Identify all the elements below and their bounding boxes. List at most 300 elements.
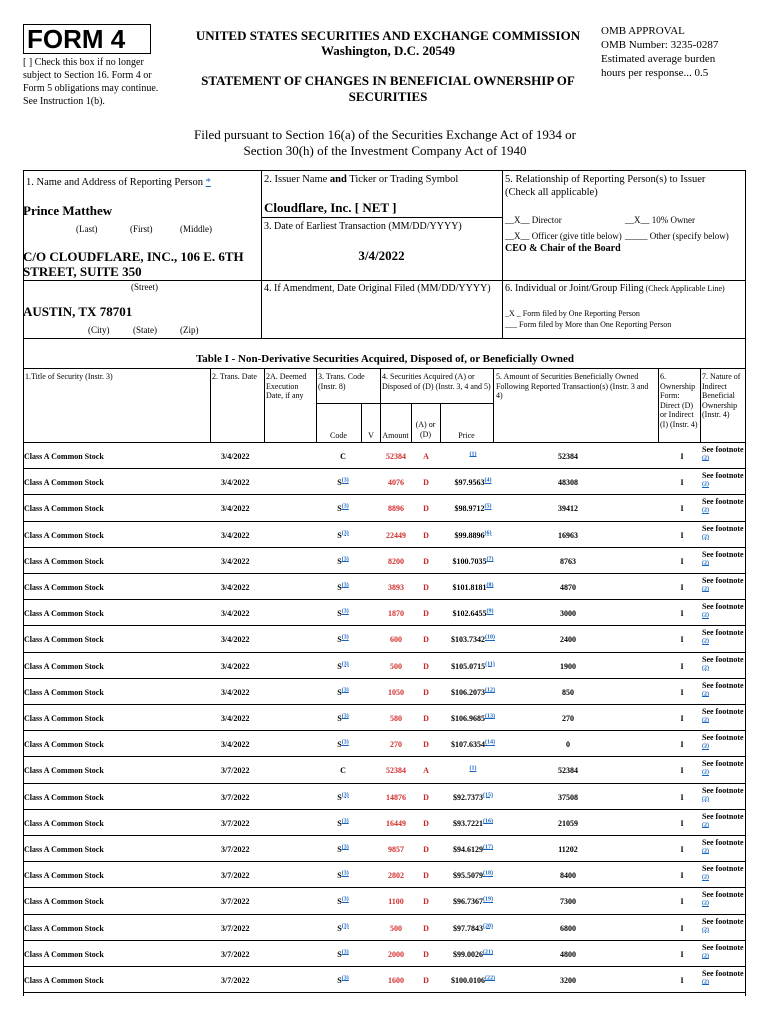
- footnote-link[interactable]: (14): [485, 739, 495, 746]
- amount-owned: 52384: [558, 452, 578, 461]
- footnote-link[interactable]: (2): [702, 900, 709, 907]
- transaction-date: 3/7/2022: [221, 818, 250, 828]
- footnote-link[interactable]: (2): [702, 822, 709, 829]
- price-value: $92.7373: [453, 792, 483, 802]
- asterisk-footnote-link[interactable]: *: [205, 177, 211, 188]
- amount: 16449: [386, 818, 406, 828]
- box2-label-pre: 2. Issuer Name: [264, 174, 330, 185]
- price-value: $96.7367: [453, 897, 483, 907]
- transaction-code: [330, 635, 356, 644]
- nature-of-ownership: [702, 889, 745, 911]
- multiple-person-check[interactable]: ___ Form filed by More than One Reporting Person: [505, 320, 672, 329]
- transaction-code: [330, 845, 356, 854]
- ownership-form: I: [680, 871, 684, 881]
- grid-line: [23, 368, 745, 369]
- footnote-link[interactable]: (2): [702, 926, 709, 933]
- ownership-form: I: [680, 530, 684, 540]
- ownership-form: I: [680, 818, 684, 828]
- footnote-link[interactable]: (3): [341, 477, 349, 484]
- amount: 1600: [388, 976, 404, 985]
- amount: 52384: [386, 766, 406, 776]
- transaction-date: 3/7/2022: [221, 923, 250, 933]
- price-value: $99.0026: [453, 949, 483, 959]
- amount: 3893: [388, 583, 404, 592]
- security-title: Class A Common Stock: [24, 949, 104, 959]
- footnote-link[interactable]: (2): [702, 455, 709, 462]
- col-deemed-header: 2A. Deemed Execution Date, if any: [266, 372, 307, 400]
- security-title: Class A Common Stock: [24, 583, 104, 592]
- sub-amount-header: Amount: [382, 431, 409, 440]
- table-row: [23, 888, 745, 914]
- amount-owned: 4800: [560, 949, 576, 959]
- footnote-link[interactable]: (10): [485, 634, 495, 641]
- footnote-link[interactable]: (3): [341, 556, 349, 563]
- table-row: [23, 443, 745, 469]
- security-title: Class A Common Stock: [24, 923, 104, 933]
- acquired-disposed: D: [423, 923, 429, 933]
- amount: 500: [390, 923, 402, 933]
- code-value: S: [337, 583, 342, 592]
- price: [443, 609, 503, 618]
- price: [443, 583, 503, 592]
- code-value: S: [337, 661, 342, 671]
- price-value: $103.7342: [451, 635, 485, 645]
- grid-line: [316, 403, 493, 404]
- acquired-disposed: A: [423, 766, 429, 776]
- code-value: S: [337, 504, 342, 514]
- transaction-date: 3/7/2022: [221, 976, 250, 985]
- amount: 22449: [386, 530, 406, 540]
- acquired-disposed: D: [423, 949, 429, 959]
- footnote-link[interactable]: (2): [702, 717, 709, 724]
- nature-text: See footnote: [702, 811, 744, 821]
- acquired-disposed: D: [423, 871, 429, 881]
- transaction-date: 3/7/2022: [221, 845, 250, 854]
- ownership-form: I: [680, 792, 684, 802]
- nature-text: See footnote: [702, 549, 744, 559]
- security-title: Class A Common Stock: [24, 818, 104, 828]
- sub-code-header: Code: [330, 431, 347, 440]
- nature-text: See footnote: [702, 890, 744, 900]
- footnote-link[interactable]: (3): [341, 975, 349, 982]
- transaction-code: [330, 662, 356, 671]
- transaction-date: 3/4/2022: [221, 740, 250, 750]
- acquired-disposed: D: [423, 818, 429, 828]
- director-check[interactable]: __X__ Director: [505, 215, 562, 225]
- price-value: $99.8896: [454, 530, 485, 540]
- security-title: Class A Common Stock: [24, 478, 104, 488]
- footnote-link[interactable]: (3): [341, 791, 349, 798]
- grid-line: [23, 992, 745, 993]
- amount: 14876: [386, 792, 406, 802]
- footnote-link[interactable]: (19): [483, 896, 493, 903]
- grid-line: [502, 170, 503, 338]
- footnote-link[interactable]: (7): [486, 556, 494, 563]
- code-value: S: [337, 635, 342, 645]
- code-value: S: [337, 792, 342, 802]
- footnote-link[interactable]: (3): [341, 922, 349, 929]
- price: [443, 635, 503, 644]
- transaction-date: 3/7/2022: [221, 897, 250, 907]
- transaction-date: 3/4/2022: [221, 530, 250, 540]
- code-value: S: [337, 740, 342, 750]
- footnote-link[interactable]: (2): [702, 874, 709, 881]
- table-row: [23, 967, 745, 993]
- footnote-link[interactable]: (20): [483, 922, 493, 929]
- security-title: Class A Common Stock: [24, 766, 104, 776]
- transaction-date: 3/7/2022: [221, 871, 250, 881]
- footnote-link[interactable]: (2): [702, 612, 709, 619]
- security-title: Class A Common Stock: [24, 504, 104, 514]
- nature-text: See footnote: [702, 602, 744, 612]
- footnote-link[interactable]: (16): [483, 818, 493, 825]
- amount-owned: 7300: [560, 897, 576, 907]
- box2-label-bold: and: [329, 174, 347, 185]
- section16-checkbox-text[interactable]: [ ] Check this box if no longer subject to Section 16. Form 4 or Form 5 obligations may continue. See Instruction 1(b).: [23, 57, 159, 107]
- footnote-link[interactable]: (4): [484, 477, 492, 484]
- price-value: $95.5079: [453, 871, 483, 881]
- code-value: S: [337, 687, 342, 697]
- statement-title: [178, 73, 598, 105]
- nature-text: See footnote: [702, 969, 744, 978]
- footnote-link[interactable]: (2): [702, 560, 709, 567]
- footnote-link[interactable]: (2): [702, 481, 709, 488]
- col-nature-header: 7. Nature of Indirect Beneficial Ownership (Instr. 4): [702, 372, 741, 419]
- box4-label: 4. If Amendment, Date Original Filed (MM/DD/YYYY): [264, 283, 491, 294]
- agency-line2: Washington, D.C. 20549: [321, 43, 455, 58]
- table-row: [23, 705, 745, 731]
- table-row: [23, 600, 745, 626]
- transaction-date: 3/4/2022: [221, 452, 250, 461]
- price-value: $105.0715: [451, 661, 486, 671]
- footnote-link[interactable]: (12): [485, 687, 495, 694]
- box6-label-small: (Check Applicable Line): [643, 284, 725, 293]
- code-value: S: [337, 530, 342, 540]
- nature-text: See footnote: [702, 785, 744, 795]
- footnote-link[interactable]: (2): [702, 795, 709, 802]
- price-value: $100.7035: [452, 556, 487, 566]
- footnote-link[interactable]: (21): [483, 949, 493, 956]
- amount-owned: 850: [562, 687, 574, 697]
- transaction-date: 3/4/2022: [221, 556, 250, 566]
- transaction-date: 3/4/2022: [221, 714, 250, 723]
- acquired-disposed: D: [423, 504, 429, 514]
- nature-of-ownership: [702, 575, 745, 597]
- transaction-code: [330, 871, 356, 880]
- col-title-header: 1.Title of Security (Instr. 3): [25, 372, 113, 381]
- nature-text: See footnote: [702, 523, 744, 533]
- agency-name: [178, 28, 598, 58]
- zip-label: (Zip): [180, 325, 199, 335]
- table-row: [23, 548, 745, 574]
- footnote-link[interactable]: (1): [469, 451, 477, 458]
- amount-owned: 52384: [558, 766, 578, 776]
- first-label: (First): [130, 224, 153, 234]
- nature-text: See footnote: [702, 838, 744, 847]
- transaction-code: [330, 924, 356, 933]
- one-person-check[interactable]: _X _ Form filed by One Reporting Person: [505, 309, 640, 318]
- footnote-link[interactable]: (13): [485, 713, 495, 720]
- price: [443, 714, 503, 723]
- footnote-link[interactable]: (3): [341, 634, 349, 641]
- acquired-disposed: D: [423, 609, 429, 619]
- footnote-link[interactable]: (3): [341, 687, 349, 694]
- issuer-name: Cloudflare, Inc. [ NET ]: [264, 200, 397, 215]
- nature-of-ownership: [702, 470, 745, 492]
- footnote-link[interactable]: (3): [341, 739, 349, 746]
- nature-text: See footnote: [702, 497, 744, 507]
- amount-owned: 37508: [558, 792, 578, 802]
- price-value: $97.7843: [453, 923, 483, 933]
- grid-line: [23, 170, 745, 171]
- table-row: [23, 522, 745, 548]
- acquired-disposed: D: [423, 740, 429, 750]
- amount-owned: 48308: [558, 478, 578, 488]
- ownership-form: I: [680, 661, 684, 671]
- amount: 1050: [388, 687, 404, 697]
- ownership-form: I: [680, 976, 684, 985]
- amount: 270: [390, 740, 402, 750]
- price-value: $97.9563: [454, 478, 485, 488]
- price: [443, 819, 503, 828]
- footnote-link[interactable]: (2): [702, 769, 709, 776]
- amount: 52384: [386, 452, 406, 461]
- nature-of-ownership: [702, 758, 745, 780]
- price: [443, 766, 503, 775]
- transaction-date: 3/7/2022: [221, 949, 250, 959]
- nature-of-ownership: [702, 680, 745, 702]
- footnote-link[interactable]: (22): [485, 975, 495, 982]
- ownership-form: I: [680, 478, 684, 488]
- footnote-link[interactable]: (3): [341, 949, 349, 956]
- earliest-transaction-date: 3/4/2022: [358, 248, 405, 263]
- amount: 1870: [388, 609, 404, 619]
- price: [443, 924, 503, 933]
- code-value: S: [337, 609, 342, 619]
- footnote-link[interactable]: (2): [702, 743, 709, 750]
- code-value: S: [337, 478, 342, 488]
- footnote-link[interactable]: (3): [341, 529, 349, 536]
- security-title: Class A Common Stock: [24, 871, 104, 881]
- price-value: $107.6354: [451, 740, 485, 750]
- price: [443, 897, 503, 906]
- price: [443, 950, 503, 959]
- ownership-form: I: [680, 504, 684, 514]
- amount-owned: 3000: [560, 609, 576, 619]
- transaction-code: [330, 557, 356, 566]
- amount-owned: 6800: [560, 923, 576, 933]
- acquired-disposed: D: [423, 845, 429, 854]
- amount-owned: 8763: [560, 556, 576, 566]
- transaction-date: 3/4/2022: [221, 661, 250, 671]
- grid-line: [745, 170, 746, 338]
- table-row: [23, 574, 745, 600]
- nature-text: See footnote: [702, 733, 744, 743]
- footnote-link[interactable]: (9): [486, 608, 494, 615]
- amount: 600: [390, 635, 402, 645]
- footnote-link[interactable]: (2): [702, 533, 709, 540]
- acquired-disposed: D: [423, 976, 429, 985]
- amount-owned: 4870: [560, 583, 576, 592]
- acquired-disposed: D: [423, 556, 429, 566]
- footnote-link[interactable]: (2): [702, 507, 709, 514]
- grid-line: [493, 368, 494, 442]
- transaction-code: [330, 504, 356, 513]
- col-ownership-form-header: 6. Ownership Form: Direct (D) or Indirect (I) (Instr. 4): [660, 372, 698, 429]
- amount-owned: 21059: [558, 818, 578, 828]
- nature-text: See footnote: [702, 942, 744, 952]
- state-label: (State): [133, 325, 157, 335]
- price-value: $100.0106: [451, 976, 485, 985]
- officer-check[interactable]: __X__ Officer (give title below): [505, 231, 622, 241]
- footnote-link[interactable]: (8): [486, 582, 494, 589]
- amount: 2000: [388, 949, 404, 959]
- footnote-link[interactable]: (2): [702, 586, 709, 593]
- price: [443, 452, 503, 461]
- acquired-disposed: D: [423, 583, 429, 592]
- footnote-link[interactable]: (18): [483, 870, 493, 877]
- table-row: [23, 495, 745, 521]
- nature-of-ownership: [702, 549, 745, 571]
- transaction-code: [330, 478, 356, 487]
- acquired-disposed: A: [423, 452, 429, 461]
- price: [443, 688, 503, 697]
- transaction-code: [330, 714, 356, 723]
- nature-of-ownership: [702, 837, 745, 859]
- footnote-link[interactable]: (17): [483, 844, 493, 851]
- ownership-form: I: [680, 609, 684, 619]
- footnote-link[interactable]: (15): [483, 791, 493, 798]
- nature-of-ownership: [702, 785, 745, 807]
- acquired-disposed: D: [423, 897, 429, 907]
- ownership-form: I: [680, 740, 684, 750]
- table-row: [23, 915, 745, 941]
- price: [443, 557, 503, 566]
- footnote-link[interactable]: (2): [702, 848, 709, 855]
- amount-owned: 2400: [560, 635, 576, 645]
- code-value: S: [337, 949, 342, 959]
- box6-label-text: 6. Individual or Joint/Group Filing: [505, 283, 644, 294]
- transaction-code: [330, 688, 356, 697]
- box5-label2: (Check all applicable): [505, 187, 598, 198]
- nature-of-ownership: [702, 627, 745, 649]
- code-value: S: [337, 871, 342, 881]
- middle-label: (Middle): [180, 224, 212, 234]
- nature-of-ownership: [702, 706, 745, 728]
- nature-of-ownership: [702, 863, 745, 885]
- omb-line1: OMB APPROVAL: [601, 25, 685, 37]
- price: [443, 976, 503, 985]
- footnote-link[interactable]: (3): [341, 818, 349, 825]
- omb-approval: [601, 24, 761, 80]
- other-check[interactable]: _____ Other (specify below): [625, 231, 729, 241]
- price: [443, 504, 503, 513]
- table1-title: Table I - Non-Derivative Securities Acquired, Disposed of, or Beneficially Owned: [195, 353, 575, 365]
- omb-line2: OMB Number: 3235-0287: [601, 39, 719, 51]
- price: [443, 740, 503, 749]
- col-securities-header: 4. Securities Acquired (A) or Disposed of (D) (Instr. 3, 4 and 5): [382, 372, 491, 391]
- price: [443, 531, 503, 540]
- footnote-link[interactable]: (3): [341, 503, 349, 510]
- footnote-link[interactable]: (3): [341, 870, 349, 877]
- footnote-link[interactable]: (1): [469, 765, 477, 772]
- grid-line: [23, 280, 745, 281]
- table-row: [23, 731, 745, 757]
- footnote-link[interactable]: (3): [341, 896, 349, 903]
- footnote-link[interactable]: (2): [702, 664, 709, 671]
- transaction-code: [330, 819, 356, 828]
- security-title: Class A Common Stock: [24, 976, 104, 985]
- transaction-date: 3/4/2022: [221, 687, 250, 697]
- box6-label: [505, 283, 725, 294]
- transaction-code: [330, 793, 356, 802]
- code-value: S: [337, 818, 342, 828]
- footnote-link[interactable]: (2): [702, 979, 709, 986]
- nature-of-ownership: [702, 732, 745, 754]
- transaction-date: 3/4/2022: [221, 583, 250, 592]
- nature-of-ownership: [702, 523, 745, 545]
- footnote-link[interactable]: (3): [341, 844, 349, 851]
- transaction-code: [330, 583, 356, 592]
- security-title: Class A Common Stock: [24, 740, 104, 750]
- street-address: [23, 249, 244, 279]
- price-value: $101.8181: [452, 583, 487, 592]
- table-row: [23, 679, 745, 705]
- footnote-link[interactable]: (6): [484, 529, 492, 536]
- footnote-link[interactable]: (11): [485, 660, 495, 667]
- security-title: Class A Common Stock: [24, 530, 104, 540]
- col-date-header: 2. Trans. Date: [212, 372, 257, 381]
- statement-line1: STATEMENT OF CHANGES IN BENEFICIAL OWNERSHIP OF: [201, 73, 575, 88]
- box1-label: [26, 176, 211, 189]
- omb-line4: hours per response... 0.5: [601, 67, 709, 79]
- nature-text: See footnote: [702, 680, 744, 690]
- footnote-link[interactable]: (2): [702, 691, 709, 698]
- footnote-link[interactable]: (3): [341, 608, 349, 615]
- ten-percent-owner-check[interactable]: __X__ 10% Owner: [625, 215, 695, 225]
- footnote-link[interactable]: (5): [484, 503, 492, 510]
- security-title: Class A Common Stock: [24, 452, 104, 461]
- footnote-link[interactable]: (2): [702, 953, 709, 960]
- footnote-link[interactable]: (2): [702, 638, 709, 645]
- reporting-person-name: Prince Matthew: [23, 203, 113, 218]
- nature-text: See footnote: [702, 864, 744, 874]
- amount-owned: 11202: [558, 845, 578, 854]
- transaction-date: 3/4/2022: [221, 478, 250, 488]
- footnote-link[interactable]: (3): [341, 660, 349, 667]
- price-value: $98.9712: [454, 504, 485, 514]
- security-title: Class A Common Stock: [24, 897, 104, 907]
- footnote-link[interactable]: (3): [341, 713, 349, 720]
- nature-text: See footnote: [702, 471, 744, 481]
- acquired-disposed: D: [423, 792, 429, 802]
- ownership-form: I: [680, 583, 684, 592]
- nature-text: See footnote: [702, 707, 744, 716]
- code-value: C: [340, 766, 346, 776]
- box2-label-post: Ticker or Trading Symbol: [346, 174, 459, 185]
- transaction-code: [330, 531, 356, 540]
- box2-label: [264, 173, 458, 186]
- table-row: [23, 653, 745, 679]
- code-value: S: [337, 897, 342, 907]
- acquired-disposed: D: [423, 687, 429, 697]
- ownership-form: I: [680, 766, 684, 776]
- security-title: Class A Common Stock: [24, 687, 104, 697]
- amount-owned: 8400: [560, 871, 576, 881]
- footnote-link[interactable]: (3): [341, 582, 349, 589]
- amount: 8896: [388, 504, 404, 514]
- box3-label: 3. Date of Earliest Transaction (MM/DD/YYYY): [264, 221, 462, 232]
